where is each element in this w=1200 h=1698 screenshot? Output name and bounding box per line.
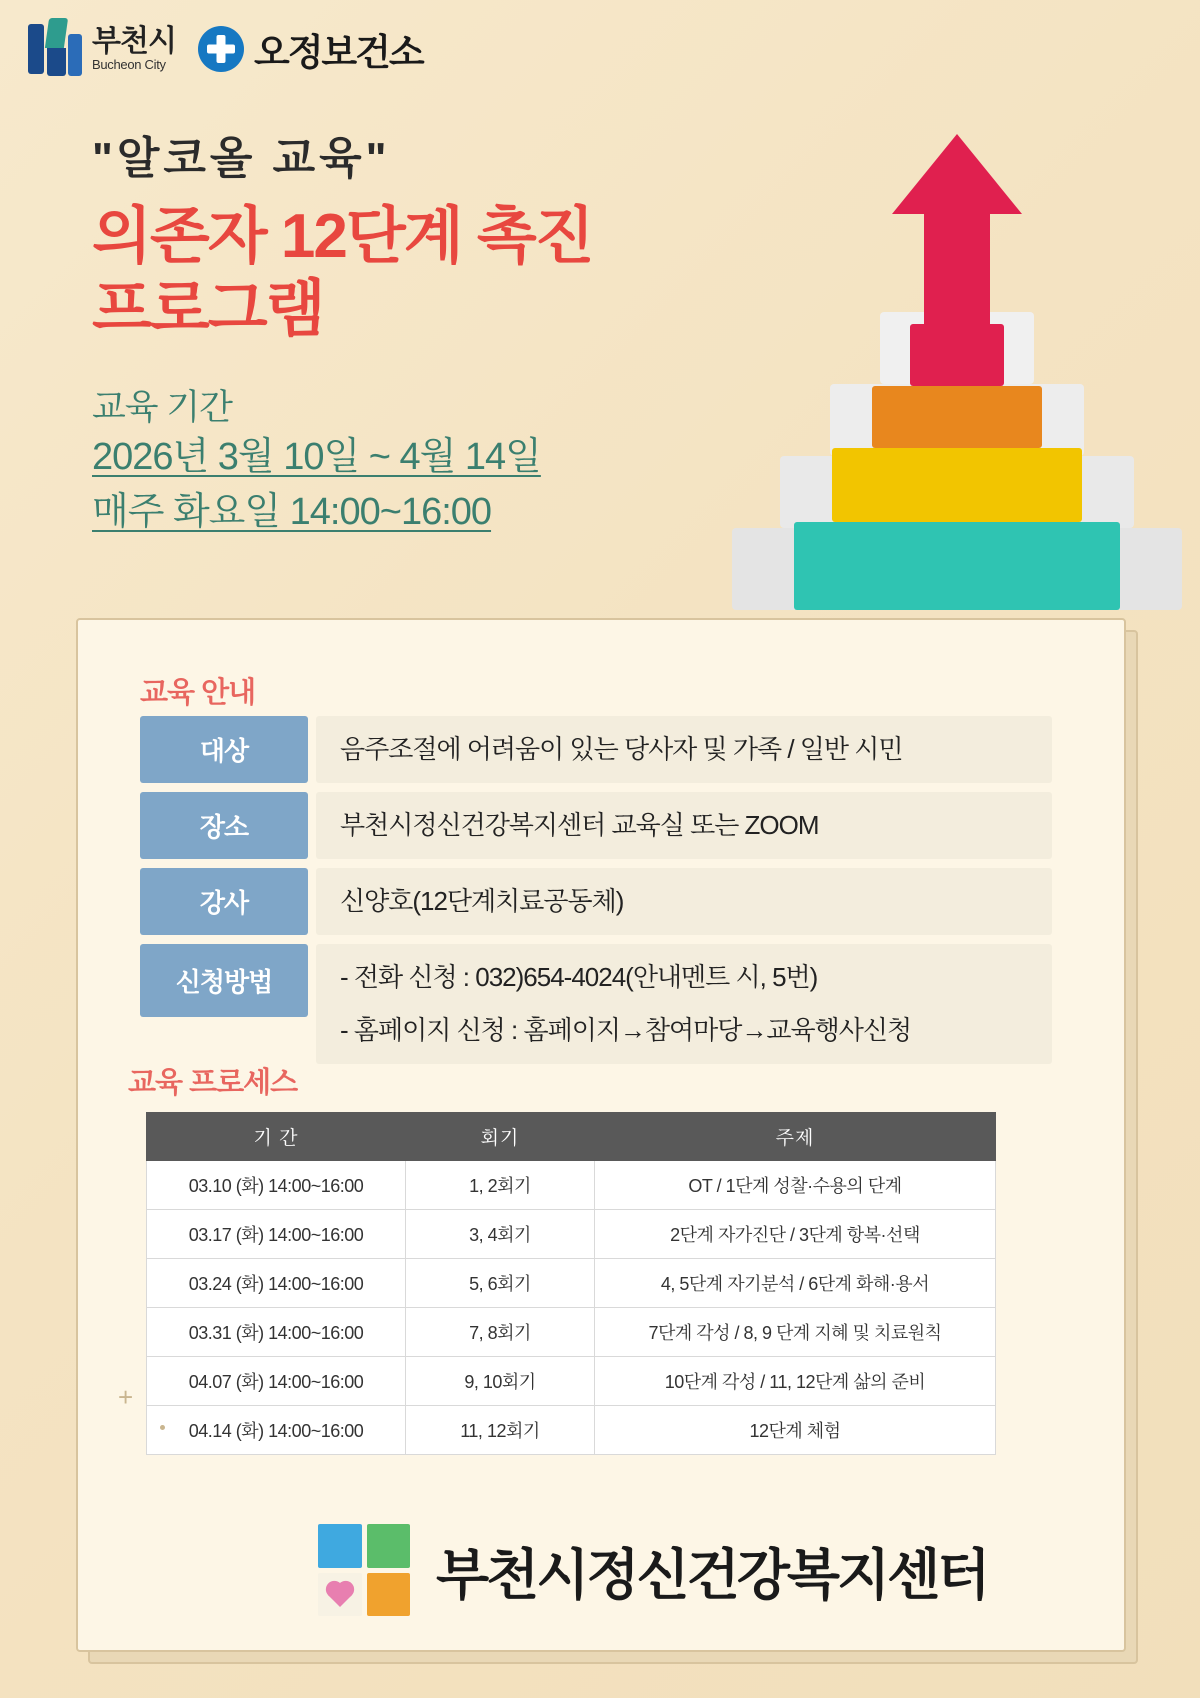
- cell-session: 7, 8회기: [406, 1308, 595, 1357]
- guide-row-line: 신양호(12단계치료공동체): [340, 886, 624, 916]
- ojeong-health-center-name: 오정보건소: [253, 32, 423, 73]
- ojeong-health-center-logo: [198, 22, 423, 76]
- guide-row: [140, 944, 1052, 1064]
- process-table-body: [147, 1161, 996, 1455]
- bucheon-name-kr: 부천시: [92, 24, 176, 58]
- cell-period: 04.14 (화) 14:00~16:00: [147, 1406, 406, 1455]
- cell-topic: 2단계 자가진단 / 3단계 항복·선택: [595, 1210, 996, 1259]
- medical-cross-icon: [198, 26, 244, 72]
- table-row: [147, 1210, 996, 1259]
- heart-icon: [328, 1583, 352, 1607]
- guide-row-value: [316, 944, 1052, 1064]
- column-header-session: 회기: [406, 1113, 595, 1161]
- table-row: [147, 1357, 996, 1406]
- cell-period: 03.17 (화) 14:00~16:00: [147, 1210, 406, 1259]
- process-table-wrap: [146, 1112, 996, 1455]
- guide-row-label: 장소: [140, 792, 308, 859]
- cell-session: 9, 10회기: [406, 1357, 595, 1406]
- guide-row-value: [316, 716, 1052, 783]
- program-quote-title: "알코올 교육": [92, 134, 391, 183]
- table-row: [147, 1406, 996, 1455]
- center-logo-icon: [318, 1524, 410, 1616]
- bucheon-symbol-icon: [28, 18, 84, 80]
- column-header-topic: 주제: [595, 1113, 996, 1161]
- cell-session: 1, 2회기: [406, 1161, 595, 1210]
- process-table: [146, 1112, 996, 1455]
- cell-topic: 7단계 각성 / 8, 9 단계 지혜 및 치료원칙: [595, 1308, 996, 1357]
- guide-row: [140, 716, 1052, 783]
- period-label: 교육 기간: [92, 388, 232, 428]
- guide-row-line: - 홈페이지 신청 : 홈페이지→참여마당→교육행사신청: [340, 1015, 912, 1045]
- cell-session: 5, 6회기: [406, 1259, 595, 1308]
- guide-row-label: 대상: [140, 716, 308, 783]
- cell-session: 3, 4회기: [406, 1210, 595, 1259]
- guide-row: [140, 868, 1052, 935]
- bucheon-city-logo: [28, 18, 176, 80]
- period-dates: 2026년 3월 10일 ~ 4월 14일: [92, 436, 541, 479]
- guide-row-label: 강사: [140, 868, 308, 935]
- period-time: 매주 화요일 14:00~16:00: [92, 491, 492, 534]
- guide-row-line: - 전화 신청 : 032)654-4024(안내멘트 시, 5번): [340, 962, 818, 992]
- guide-row-value: [316, 868, 1052, 935]
- cell-session: 11, 12회기: [406, 1406, 595, 1455]
- header-logos: [28, 18, 423, 80]
- info-card: [76, 618, 1126, 1652]
- cell-topic: 10단계 각성 / 11, 12단계 삶의 준비: [595, 1357, 996, 1406]
- cell-topic: 4, 5단계 자기분석 / 6단계 화해·용서: [595, 1259, 996, 1308]
- up-arrow-head-icon: [892, 134, 1022, 214]
- progress-bar-red: [910, 324, 1004, 386]
- table-row: [147, 1161, 996, 1210]
- program-title-line2: 프로그램: [92, 275, 324, 345]
- cell-topic: OT / 1단계 성찰·수용의 단계: [595, 1161, 996, 1210]
- table-row: [147, 1308, 996, 1357]
- guide-section-title: 교육 안내: [140, 677, 256, 709]
- cell-period: 03.24 (화) 14:00~16:00: [147, 1259, 406, 1308]
- column-header-period: 기 간: [147, 1113, 406, 1161]
- decorative-dot-icon: [160, 1425, 165, 1430]
- guide-row-line: 부천시정신건강복지센터 교육실 또는 ZOOM: [340, 810, 819, 840]
- table-header-row: [147, 1113, 996, 1161]
- bucheon-name-en: Bucheon City: [92, 57, 166, 73]
- bucheon-logo-text: [92, 26, 176, 73]
- cell-topic: 12단계 체험: [595, 1406, 996, 1455]
- guide-rows: [140, 716, 1052, 1073]
- process-section-title: 교육 프로세스: [128, 1067, 298, 1099]
- footer-logo: [318, 1524, 987, 1616]
- cell-period: 03.10 (화) 14:00~16:00: [147, 1161, 406, 1210]
- stairs-arrow-illustration: [732, 110, 1182, 610]
- program-title-line1: 의존자 12단계 촉진: [92, 202, 593, 271]
- up-arrow-stem-icon: [924, 204, 990, 324]
- progress-bar-teal: [794, 522, 1120, 610]
- guide-row-line: 음주조절에 어려움이 있는 당사자 및 가족 / 일반 시민: [340, 734, 903, 764]
- title-block: [92, 122, 732, 541]
- cell-period: 03.31 (화) 14:00~16:00: [147, 1308, 406, 1357]
- progress-bar-orange: [872, 386, 1042, 448]
- cell-period: 04.07 (화) 14:00~16:00: [147, 1357, 406, 1406]
- guide-row: [140, 792, 1052, 859]
- progress-bar-yellow: [832, 448, 1082, 522]
- process-table-head: [147, 1113, 996, 1161]
- guide-row-label: 신청방법: [140, 944, 308, 1017]
- organization-name: 부천시정신건강복지센터: [436, 1543, 988, 1606]
- table-row: [147, 1259, 996, 1308]
- decorative-plus-icon: +: [118, 1382, 134, 1412]
- guide-row-value: [316, 792, 1052, 859]
